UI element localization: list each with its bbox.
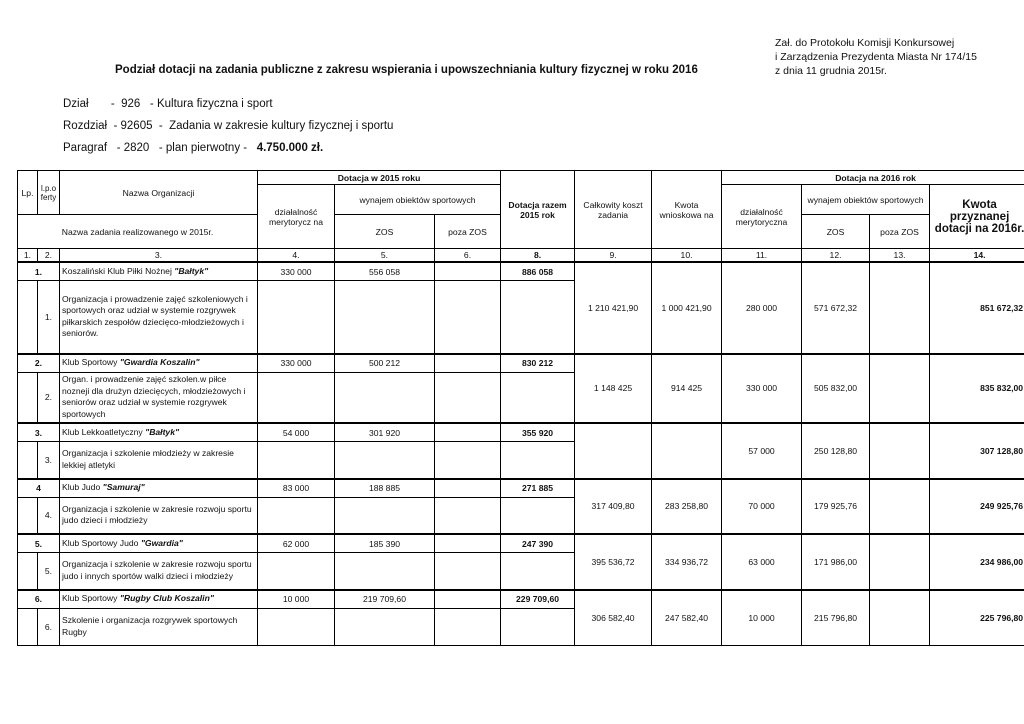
task-empty-cell xyxy=(501,553,575,590)
header-dotacja-2016: Dotacja na 2016 rok xyxy=(722,171,1024,185)
dotacja-zos-2015: 185 390 xyxy=(335,534,435,553)
task-empty-cell xyxy=(501,608,575,645)
paragraf-line xyxy=(63,142,323,154)
kwota-wnioskowana: 283 258,80 xyxy=(652,479,722,535)
organization-row xyxy=(18,479,1024,498)
organization-row xyxy=(18,354,1024,373)
task-empty-cell xyxy=(258,497,335,534)
organization-row xyxy=(18,534,1024,553)
col-number: 1. xyxy=(18,249,38,263)
kwota-przyznana: 835 832,00 xyxy=(930,354,1024,424)
col-number: 8. xyxy=(501,249,575,263)
kwota-przyznana: 851 672,32 xyxy=(930,262,1024,354)
org-number: 6. xyxy=(18,590,60,609)
task-empty-cell xyxy=(335,608,435,645)
header-dzialalnosc: działalność merytorycz na xyxy=(258,185,335,249)
org-name xyxy=(60,354,258,373)
org-quoted-name: "Rugby Club Koszalin" xyxy=(119,593,214,604)
poza-zos-2016 xyxy=(870,423,930,479)
org-quoted-name: "Gwardia Koszalin" xyxy=(119,357,200,368)
dzial-line: Dział - 926 - Kultura fizyczna i sport xyxy=(63,98,273,110)
task-empty-cell xyxy=(501,497,575,534)
document-title: Podział dotacji na zadania publiczne z zakresu wspierania i upowszechniania kultury fizycznej w roku 2016 xyxy=(115,64,698,76)
kwota-wnioskowana: 334 936,72 xyxy=(652,534,722,590)
org-quoted-name: "Gwardia" xyxy=(140,537,183,548)
dotacja-zos-2015: 500 212 xyxy=(335,354,435,373)
poza-zos-2016 xyxy=(870,590,930,646)
col-number: 13. xyxy=(870,249,930,263)
grants-table xyxy=(17,170,1024,646)
task-empty-cell xyxy=(258,608,335,645)
zos-2016: 179 925,76 xyxy=(802,479,870,535)
task-number: 3. xyxy=(38,442,60,479)
org-prefix: Klub Lekkoatletyczny xyxy=(62,426,146,437)
kwota-przyznana: 225 796,80 xyxy=(930,590,1024,646)
task-number: 1. xyxy=(38,281,60,354)
col-number: 9. xyxy=(575,249,652,263)
col-number: 4. xyxy=(258,249,335,263)
dzialalnosc-2016: 280 000 xyxy=(722,262,802,354)
task-empty-cell xyxy=(335,372,435,423)
poza-zos-2016 xyxy=(870,354,930,424)
col-number: 2. xyxy=(38,249,60,263)
zos-2016: 571 672,32 xyxy=(802,262,870,354)
zos-2016: 505 832,00 xyxy=(802,354,870,424)
kwota-wnioskowana: 914 425 xyxy=(652,354,722,424)
task-number: 4. xyxy=(38,497,60,534)
organization-row xyxy=(18,590,1024,609)
task-number: 6. xyxy=(38,608,60,645)
dotacja-poza-zos-2015 xyxy=(435,479,501,498)
task-empty-cell xyxy=(501,372,575,423)
task-empty-cell xyxy=(435,442,501,479)
org-prefix: Klub Judo xyxy=(62,482,103,493)
task-empty-cell xyxy=(435,497,501,534)
task-empty-cell xyxy=(435,372,501,423)
task-empty-cell xyxy=(335,553,435,590)
col-number: 12. xyxy=(802,249,870,263)
header-zos-2016: ZOS xyxy=(802,215,870,249)
dotacja-zos-2015: 301 920 xyxy=(335,423,435,442)
header-razem: Dotacja razem 2015 rok xyxy=(501,171,575,249)
dotacja-merytoryczna-2015: 62 000 xyxy=(258,534,335,553)
col-number: 5. xyxy=(335,249,435,263)
attachment-line: z dnia 11 grudnia 2015r. xyxy=(775,65,887,77)
organization-row xyxy=(18,262,1024,281)
task-spacer xyxy=(18,442,38,479)
org-prefix: Klub Sportowy Judo xyxy=(62,537,141,548)
org-name xyxy=(60,479,258,498)
task-spacer xyxy=(18,372,38,423)
org-quoted-name: "Bałtyk" xyxy=(174,265,209,276)
poza-zos-2016 xyxy=(870,262,930,354)
calkowity-koszt: 306 582,40 xyxy=(575,590,652,646)
task-number: 2. xyxy=(38,372,60,423)
org-name xyxy=(60,534,258,553)
task-empty-cell xyxy=(501,442,575,479)
zos-2016: 250 128,80 xyxy=(802,423,870,479)
header-nazwa-zadania: Nazwa zadania realizowanego w 2015r. xyxy=(18,215,258,249)
task-spacer xyxy=(18,553,38,590)
task-number: 5. xyxy=(38,553,60,590)
header-kwota-przyznanej: Kwota przyznanej dotacji na 2016r. xyxy=(930,185,1024,249)
org-prefix: Klub Sportowy xyxy=(62,357,120,368)
calkowity-koszt: 1 148 425 xyxy=(575,354,652,424)
attachment-note xyxy=(775,36,977,78)
header-wynajem-2016: wynajem obiektów sportowych xyxy=(802,185,930,215)
dotacja-razem-2015: 355 920 xyxy=(501,423,575,442)
task-empty-cell xyxy=(435,281,501,354)
dotacja-poza-zos-2015 xyxy=(435,262,501,281)
col-number: 14. xyxy=(930,249,1024,263)
org-number: 1. xyxy=(18,262,60,281)
task-description: Organ. i prowadzenie zajęć szkolen.w piłce nozneji dla drużyn dziecięcych, młodzieżowych i seniorów oraz udział w systemie rozgrywek sportowych xyxy=(60,372,258,423)
task-empty-cell xyxy=(335,497,435,534)
attachment-line: i Zarządzenia Prezydenta Miasta Nr 174/15 xyxy=(775,51,977,63)
dzialalnosc-2016: 63 000 xyxy=(722,534,802,590)
kwota-przyznana: 307 128,80 xyxy=(930,423,1024,479)
task-empty-cell xyxy=(258,281,335,354)
org-number: 5. xyxy=(18,534,60,553)
rozdzial-line: Rozdział - 92605 - Zadania w zakresie kultury fizycznej i sportu xyxy=(63,120,394,132)
kwota-przyznana: 234 986,00 xyxy=(930,534,1024,590)
dotacja-razem-2015: 830 212 xyxy=(501,354,575,373)
paragraf-amount: 4.750.000 zł. xyxy=(256,142,324,154)
header-poza-zos-2016: poza ZOS xyxy=(870,215,930,249)
dzialalnosc-2016: 70 000 xyxy=(722,479,802,535)
org-number: 2. xyxy=(18,354,60,373)
col-number: 6. xyxy=(435,249,501,263)
dzialalnosc-2016: 10 000 xyxy=(722,590,802,646)
dotacja-merytoryczna-2015: 10 000 xyxy=(258,590,335,609)
task-empty-cell xyxy=(501,281,575,354)
task-spacer xyxy=(18,281,38,354)
dotacja-poza-zos-2015 xyxy=(435,590,501,609)
dotacja-zos-2015: 219 709,60 xyxy=(335,590,435,609)
col-number: 3. xyxy=(60,249,258,263)
dotacja-razem-2015: 886 058 xyxy=(501,262,575,281)
zos-2016: 215 796,80 xyxy=(802,590,870,646)
dotacja-poza-zos-2015 xyxy=(435,354,501,373)
attachment-line: Zał. do Protokołu Komisji Konkursowej xyxy=(775,37,955,49)
table-body xyxy=(18,262,1024,645)
dotacja-razem-2015: 229 709,60 xyxy=(501,590,575,609)
task-description: Szkolenie i organizacja rozgrywek sportowych Rugby xyxy=(60,608,258,645)
poza-zos-2016 xyxy=(870,534,930,590)
org-quoted-name: "Bałtyk" xyxy=(145,426,180,437)
dotacja-zos-2015: 188 885 xyxy=(335,479,435,498)
dotacja-merytoryczna-2015: 330 000 xyxy=(258,262,335,281)
org-number: 4 xyxy=(18,479,60,498)
task-empty-cell xyxy=(258,553,335,590)
dotacja-razem-2015: 247 390 xyxy=(501,534,575,553)
col-number: 10. xyxy=(652,249,722,263)
dotacja-merytoryczna-2015: 330 000 xyxy=(258,354,335,373)
task-empty-cell xyxy=(435,553,501,590)
dotacja-razem-2015: 271 885 xyxy=(501,479,575,498)
kwota-przyznana: 249 925,76 xyxy=(930,479,1024,535)
dzialalnosc-2016: 57 000 xyxy=(722,423,802,479)
organization-row xyxy=(18,423,1024,442)
dotacja-poza-zos-2015 xyxy=(435,423,501,442)
task-description: Organizacja i szkolenie w zakresie rozwoju sportu judo i innych sportów walki dzieci i młodzieży xyxy=(60,553,258,590)
header-dzialalnosc-2016: działalność merytoryczna xyxy=(722,185,802,249)
task-description: Organizacja i szkolenie młodzieży w zakresie lekkiej atletyki xyxy=(60,442,258,479)
org-name xyxy=(60,423,258,442)
calkowity-koszt xyxy=(575,423,652,479)
header-nazwa-org: Nazwa Organizacji xyxy=(60,171,258,215)
calkowity-koszt: 317 409,80 xyxy=(575,479,652,535)
dotacja-zos-2015: 556 058 xyxy=(335,262,435,281)
task-empty-cell xyxy=(435,608,501,645)
task-spacer xyxy=(18,608,38,645)
task-description: Organizacja i szkolenie w zakresie rozwoju sportu judo dzieci i młodzieży xyxy=(60,497,258,534)
calkowity-koszt: 395 536,72 xyxy=(575,534,652,590)
kwota-wnioskowana: 1 000 421,90 xyxy=(652,262,722,354)
kwota-wnioskowana: 247 582,40 xyxy=(652,590,722,646)
org-name xyxy=(60,590,258,609)
header-lp: Lp. xyxy=(18,171,38,215)
header-zos: ZOS xyxy=(335,215,435,249)
dzialalnosc-2016: 330 000 xyxy=(722,354,802,424)
task-spacer xyxy=(18,497,38,534)
org-name xyxy=(60,262,258,281)
task-empty-cell xyxy=(335,442,435,479)
zos-2016: 171 986,00 xyxy=(802,534,870,590)
header-poza-zos: poza ZOS xyxy=(435,215,501,249)
calkowity-koszt: 1 210 421,90 xyxy=(575,262,652,354)
col-number: 11. xyxy=(722,249,802,263)
poza-zos-2016 xyxy=(870,479,930,535)
column-numbers-row xyxy=(18,249,1024,263)
header-koszt: Całkowity koszt zadania xyxy=(575,171,652,249)
org-number: 3. xyxy=(18,423,60,442)
org-prefix: Klub Sportowy xyxy=(62,593,120,604)
dotacja-poza-zos-2015 xyxy=(435,534,501,553)
kwota-wnioskowana xyxy=(652,423,722,479)
task-empty-cell xyxy=(258,372,335,423)
org-quoted-name: "Samuraj" xyxy=(102,482,145,493)
header-dotacja-2015: Dotacja w 2015 roku xyxy=(258,171,501,185)
header-lpo: l.p.o ferty xyxy=(38,171,60,215)
task-empty-cell xyxy=(335,281,435,354)
paragraf-prefix: Paragraf - 2820 - plan pierwotny - xyxy=(63,142,257,154)
header-kwota-wn: Kwota wnioskowa na xyxy=(652,171,722,249)
dotacja-merytoryczna-2015: 83 000 xyxy=(258,479,335,498)
org-prefix: Koszaliński Klub Piłki Nożnej xyxy=(62,265,175,276)
dotacja-merytoryczna-2015: 54 000 xyxy=(258,423,335,442)
task-description: Organizacja i prowadzenie zajęć szkoleniowych i sportowych oraz udział w systemie rozgrywek piłkarskich zespołów dziecięco-młodzieżowych i seniorów. xyxy=(60,281,258,354)
header-wynajem: wynajem obiektów sportowych xyxy=(335,185,501,215)
task-empty-cell xyxy=(258,442,335,479)
